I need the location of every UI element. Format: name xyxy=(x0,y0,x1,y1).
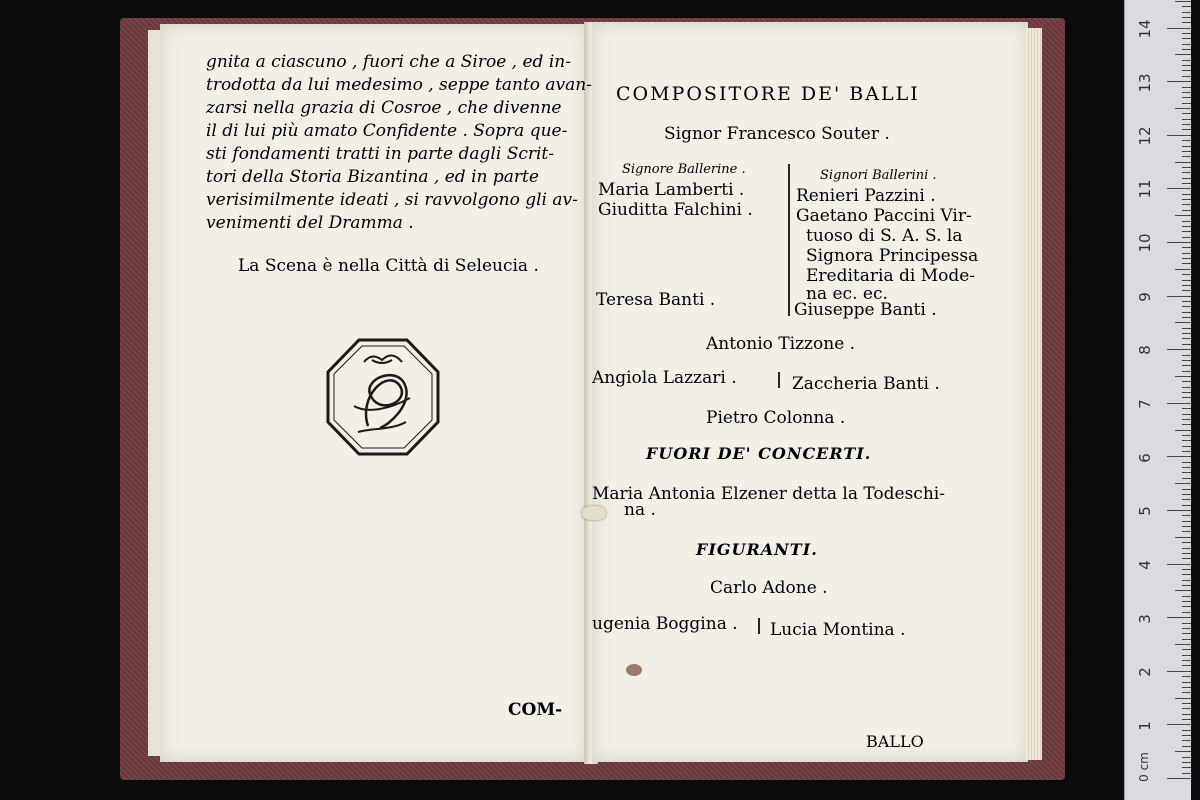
ruler-tick xyxy=(1182,682,1191,683)
ruler-tick xyxy=(1182,489,1191,490)
ruler-tick xyxy=(1182,665,1191,666)
ruler-tick xyxy=(1175,483,1191,484)
ruler-tick xyxy=(1182,601,1191,602)
ruler-tick xyxy=(1182,515,1191,516)
ruler-number: 8 xyxy=(1136,345,1154,355)
dancer-name: Angiola Lazzari . xyxy=(592,368,737,388)
ruler-number: 3 xyxy=(1136,614,1154,624)
ruler-tick xyxy=(1182,129,1191,130)
ruler-tick xyxy=(1182,548,1191,549)
ruler-tick xyxy=(1182,494,1191,495)
ruler-tick xyxy=(1182,258,1191,259)
ruler-tick xyxy=(1167,188,1191,189)
ruler-tick xyxy=(1182,360,1191,361)
ruler-tick xyxy=(1182,344,1191,345)
ruler-tick xyxy=(1182,306,1191,307)
ruler-tick xyxy=(1182,478,1191,479)
ruler-tick xyxy=(1182,676,1191,677)
ruler-tick xyxy=(1182,49,1191,50)
ruler-tick xyxy=(1182,65,1191,66)
ruler-tick xyxy=(1182,6,1191,7)
ruler-tick xyxy=(1182,687,1191,688)
octagonal-monogram-stamp xyxy=(324,336,442,458)
ruler-tick xyxy=(1182,596,1191,597)
ruler-tick xyxy=(1182,505,1191,506)
ruler-tick xyxy=(1182,499,1191,500)
ruler-tick xyxy=(1182,371,1191,372)
ruler-tick xyxy=(1182,387,1191,388)
left-text-line: verisimilmente ideati , si ravvolgono gli av- xyxy=(206,190,578,210)
ruler-tick xyxy=(1182,333,1191,334)
ruler-tick xyxy=(1182,70,1191,71)
ruler-tick xyxy=(1182,263,1191,264)
ruler-tick xyxy=(1182,628,1191,629)
ruler-tick xyxy=(1182,467,1191,468)
scene-location: La Scena è nella Città di Seleucia . xyxy=(238,256,539,276)
ruler-tick xyxy=(1182,558,1191,559)
ruler-tick xyxy=(1167,617,1191,618)
figurante-name: Lucia Montina . xyxy=(770,620,906,640)
ruler-tick xyxy=(1182,210,1191,211)
ruler-tick xyxy=(1182,194,1191,195)
ruler-tick xyxy=(1182,167,1191,168)
ruler-tick xyxy=(1182,12,1191,13)
ruler-tick xyxy=(1167,81,1191,82)
ruler-tick xyxy=(1182,762,1191,763)
ruler-tick xyxy=(1182,649,1191,650)
ruler-tick xyxy=(1182,183,1191,184)
ruler-number: 2 xyxy=(1136,667,1154,677)
ruler-tick xyxy=(1182,38,1191,39)
ruler-tick xyxy=(1182,639,1191,640)
measurement-ruler xyxy=(1124,0,1191,800)
ruler-tick xyxy=(1182,526,1191,527)
ruler-tick xyxy=(1182,103,1191,104)
ruler-tick xyxy=(1182,312,1191,313)
ruler-tick xyxy=(1182,757,1191,758)
ruler-tick xyxy=(1182,542,1191,543)
ruler-tick xyxy=(1182,204,1191,205)
figurante-name: Carlo Adone . xyxy=(710,578,828,598)
dancer-name: na . xyxy=(624,500,656,520)
ruler-tick xyxy=(1182,290,1191,291)
ruler-tick xyxy=(1182,440,1191,441)
ruler-tick xyxy=(1182,703,1191,704)
ruler-tick xyxy=(1182,414,1191,415)
ruler-tick xyxy=(1175,108,1191,109)
left-text-line: sti fondamenti tratti in parte dagli Scrit- xyxy=(206,144,555,164)
ruler-tick xyxy=(1175,1,1191,2)
ruler-tick xyxy=(1167,671,1191,672)
page-stack-right xyxy=(1026,28,1042,760)
ruler-tick xyxy=(1182,199,1191,200)
ruler-tick xyxy=(1182,146,1191,147)
ruler-number: 5 xyxy=(1136,506,1154,516)
ballerino-line: na ec. ec. xyxy=(806,284,888,304)
ruler-tick xyxy=(1182,317,1191,318)
ruler-tick xyxy=(1182,633,1191,634)
ruler-tick xyxy=(1175,644,1191,645)
ruler-tick xyxy=(1182,119,1191,120)
binding-stitch xyxy=(582,506,606,520)
ruler-tick xyxy=(1175,751,1191,752)
ruler-tick xyxy=(1167,724,1191,725)
ruler-tick xyxy=(1182,178,1191,179)
dancer-name: Teresa Banti . xyxy=(596,290,716,310)
ruler-tick xyxy=(1182,140,1191,141)
ruler-tick xyxy=(1167,778,1191,779)
ruler-tick xyxy=(1182,424,1191,425)
ruler-tick xyxy=(1167,403,1191,404)
ruler-tick xyxy=(1175,215,1191,216)
ruler-tick xyxy=(1182,446,1191,447)
ruler-tick xyxy=(1182,612,1191,613)
ballerino-line: Ereditaria di Mode- xyxy=(806,266,976,286)
ruler-tick xyxy=(1182,606,1191,607)
ruler-tick xyxy=(1175,269,1191,270)
ruler-tick xyxy=(1167,564,1191,565)
ruler-tick xyxy=(1182,226,1191,227)
ruler-tick xyxy=(1182,392,1191,393)
ruler-tick xyxy=(1175,162,1191,163)
left-text-line: venimenti del Dramma . xyxy=(206,213,414,233)
column-heading-ballerine: Signore Ballerine . xyxy=(622,162,746,177)
ruler-tick xyxy=(1175,54,1191,55)
left-text-line: tori della Storia Bizantina , ed in parte xyxy=(206,167,539,187)
ruler-tick xyxy=(1167,510,1191,511)
section-heading: FIGURANTI. xyxy=(696,540,818,559)
ruler-tick xyxy=(1182,714,1191,715)
ruler-number: 13 xyxy=(1136,73,1154,93)
section-heading: FUORI DE' CONCERTI. xyxy=(646,444,872,463)
ballerino-line: tuoso di S. A. S. la xyxy=(806,226,963,246)
ruler-number: 10 xyxy=(1136,233,1154,253)
ruler-tick xyxy=(1182,60,1191,61)
ruler-tick xyxy=(1182,33,1191,34)
ruler-tick xyxy=(1167,296,1191,297)
ruler-tick xyxy=(1182,569,1191,570)
ruler-tick xyxy=(1182,92,1191,93)
ruler-tick xyxy=(1182,767,1191,768)
ballerino-line: Gaetano Paccini Vir- xyxy=(796,206,972,226)
figurante-name: ugenia Boggina . xyxy=(592,614,738,634)
pair-divider xyxy=(778,372,780,388)
ruler-tick xyxy=(1182,156,1191,157)
ruler-tick xyxy=(1182,17,1191,18)
ruler-tick xyxy=(1182,574,1191,575)
ruler-tick xyxy=(1167,349,1191,350)
column-divider xyxy=(788,164,790,316)
ruler-tick xyxy=(1182,151,1191,152)
left-catchword: COM- xyxy=(508,700,563,720)
ruler-tick xyxy=(1182,451,1191,452)
ballerina-name: Maria Lamberti . xyxy=(598,180,745,200)
ruler-number: 4 xyxy=(1136,560,1154,570)
ruler-tick xyxy=(1182,708,1191,709)
composer-name: Signor Francesco Souter . xyxy=(664,124,890,144)
ruler-tick xyxy=(1182,746,1191,747)
ruler-tick xyxy=(1182,381,1191,382)
ruler-number: 9 xyxy=(1136,292,1154,302)
ruler-tick xyxy=(1167,456,1191,457)
ruler-tick xyxy=(1167,135,1191,136)
left-text-line: trodotta da lui medesimo , seppe tanto avan- xyxy=(206,75,592,95)
ruler-number: 7 xyxy=(1136,399,1154,409)
ruler-tick xyxy=(1175,322,1191,323)
ruler-number: 14 xyxy=(1136,19,1154,39)
ruler-tick xyxy=(1175,698,1191,699)
pair-divider xyxy=(758,618,760,634)
ruler-tick xyxy=(1182,221,1191,222)
ruler-tick xyxy=(1182,124,1191,125)
left-text-line: il di lui più amato Confidente . Sopra que- xyxy=(206,121,568,141)
ruler-tick xyxy=(1182,301,1191,302)
ruler-tick xyxy=(1182,87,1191,88)
ruler-tick xyxy=(1182,585,1191,586)
ruler-tick xyxy=(1182,355,1191,356)
ruler-tick xyxy=(1182,462,1191,463)
dancer-name: Maria Antonia Elzener detta la Todeschi- xyxy=(592,484,945,504)
ruler-tick xyxy=(1182,730,1191,731)
ruler-tick xyxy=(1182,773,1191,774)
ruler-tick xyxy=(1182,231,1191,232)
left-text-line: zarsi nella grazia di Cosroe , che divenne xyxy=(206,98,562,118)
ruler-tick xyxy=(1182,419,1191,420)
ruler-tick xyxy=(1167,242,1191,243)
ruler-tick xyxy=(1182,280,1191,281)
ruler-tick xyxy=(1182,660,1191,661)
dancer-name: Antonio Tizzone . xyxy=(706,334,856,354)
ruler-tick xyxy=(1182,408,1191,409)
ruler-tick xyxy=(1182,397,1191,398)
ruler-number: 12 xyxy=(1136,126,1154,146)
left-text-line: gnita a ciascuno , fuori che a Siroe , ed in- xyxy=(206,52,571,72)
ruler-tick xyxy=(1182,22,1191,23)
ruler-tick xyxy=(1182,365,1191,366)
dancer-name: Zaccheria Banti . xyxy=(792,374,940,394)
ruler-tick xyxy=(1182,328,1191,329)
ruler-number: 1 xyxy=(1136,721,1154,731)
ballerino-line: Renieri Pazzini . xyxy=(796,186,936,206)
ruler-tick xyxy=(1182,580,1191,581)
ruler-tick xyxy=(1175,537,1191,538)
ink-stain xyxy=(626,664,642,676)
ruler-tick xyxy=(1182,521,1191,522)
dancer-name: Giuseppe Banti . xyxy=(794,300,937,320)
ballerina-name: Giuditta Falchini . xyxy=(598,200,753,220)
ruler-tick xyxy=(1175,590,1191,591)
ruler-tick xyxy=(1182,655,1191,656)
ruler-tick xyxy=(1182,285,1191,286)
ruler-tick xyxy=(1175,430,1191,431)
section-heading: COMPOSITORE DE' BALLI xyxy=(616,83,920,105)
ruler-tick xyxy=(1182,435,1191,436)
ruler-tick xyxy=(1182,253,1191,254)
ruler-tick xyxy=(1182,531,1191,532)
ruler-tick xyxy=(1182,735,1191,736)
ruler-tick xyxy=(1182,692,1191,693)
ruler-number: 6 xyxy=(1136,453,1154,463)
ruler-tick xyxy=(1182,247,1191,248)
ruler-tick xyxy=(1167,28,1191,29)
ruler-unit: 0 cm xyxy=(1136,752,1151,782)
ruler-number: 11 xyxy=(1136,179,1154,199)
column-heading-ballerini: Signori Ballerini . xyxy=(820,168,937,183)
ruler-tick xyxy=(1182,553,1191,554)
ruler-tick xyxy=(1182,44,1191,45)
ruler-tick xyxy=(1182,97,1191,98)
ruler-tick xyxy=(1182,338,1191,339)
ruler-tick xyxy=(1175,376,1191,377)
ruler-tick xyxy=(1182,113,1191,114)
ruler-tick xyxy=(1182,172,1191,173)
ruler-tick xyxy=(1182,76,1191,77)
ruler-tick xyxy=(1182,740,1191,741)
ballerino-line: Signora Principessa xyxy=(806,246,979,266)
ruler-tick xyxy=(1182,719,1191,720)
ruler-tick xyxy=(1182,623,1191,624)
ruler-tick xyxy=(1182,237,1191,238)
right-catchword: BALLO xyxy=(866,732,924,751)
dancer-name: Pietro Colonna . xyxy=(706,408,846,428)
ruler-tick xyxy=(1182,274,1191,275)
ruler-tick xyxy=(1182,472,1191,473)
